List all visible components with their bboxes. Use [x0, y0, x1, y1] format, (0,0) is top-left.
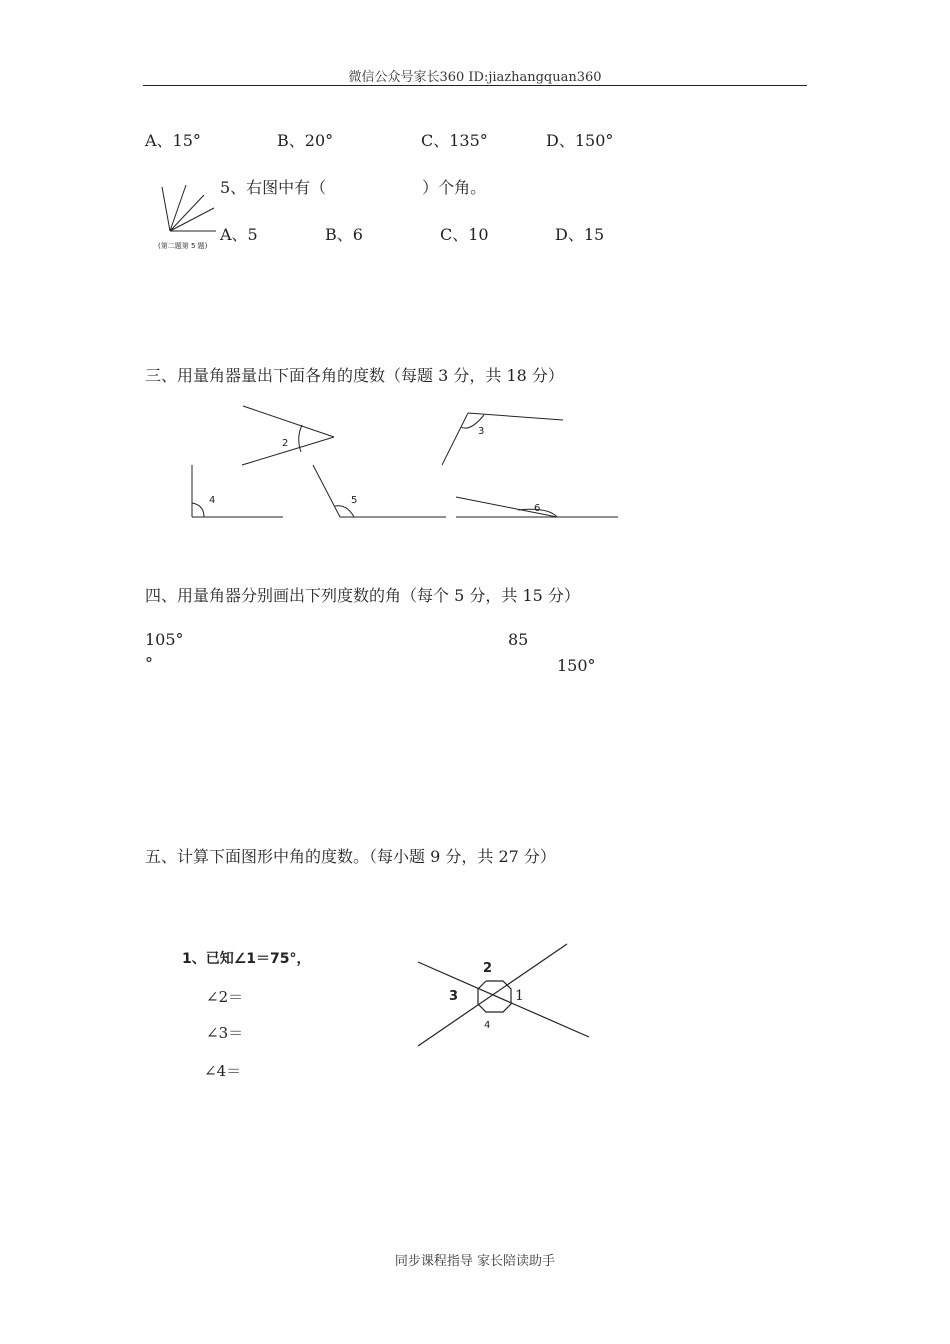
q5-option-c: C、10: [440, 225, 489, 244]
page-header: 微信公众号家长360 ID:jiazhangquan360: [348, 70, 602, 85]
angle-4-label: 4: [209, 495, 216, 506]
section3-title: 三、用量角器量出下面各角的度数（每题 3 分，共 18 分）: [145, 366, 564, 385]
degree-105: 105°: [145, 630, 184, 649]
degree-150: 150°: [557, 656, 596, 675]
fig-label-1: 1: [515, 988, 524, 1004]
fig-label-2: 2: [483, 961, 493, 976]
degree-85-unit: °: [145, 654, 153, 673]
given-angle: 1、已知∠1＝75°，: [182, 951, 311, 967]
q5-option-d: D、15: [555, 225, 605, 244]
angle-3-answer: ∠3＝: [206, 1024, 244, 1042]
option-b: B、20°: [277, 131, 334, 150]
angle-5-label: 5: [351, 495, 358, 506]
angle-2-answer: ∠2＝: [206, 988, 244, 1006]
q5-option-a: A、5: [220, 225, 258, 244]
option-a: A、15°: [145, 131, 201, 150]
page-footer: 同步课程指导 家长陪读助手: [394, 1254, 556, 1269]
fig-label-4: 4: [484, 1020, 491, 1031]
angle-6-label: 6: [534, 503, 541, 514]
option-c: C、135°: [421, 131, 488, 150]
fig-label-3: 3: [449, 989, 459, 1004]
angle-4-answer: ∠4＝: [204, 1062, 242, 1080]
section4-title: 四、用量角器分别画出下列度数的角（每个 5 分，共 15 分）: [145, 586, 580, 605]
angle-2-label: 2: [282, 438, 289, 449]
q5-figure-caption: (第二题第 5 题): [158, 242, 208, 250]
q5-question: 5、右图中有（ ）个角。: [220, 178, 487, 197]
q5-option-b: B、6: [325, 225, 363, 244]
angle-3-label: 3: [478, 426, 485, 437]
section5-title: 五、计算下面图形中角的度数。（每小题 9 分，共 27 分）: [145, 847, 556, 866]
option-d: D、150°: [546, 131, 614, 150]
degree-85-number: 85: [508, 630, 529, 649]
